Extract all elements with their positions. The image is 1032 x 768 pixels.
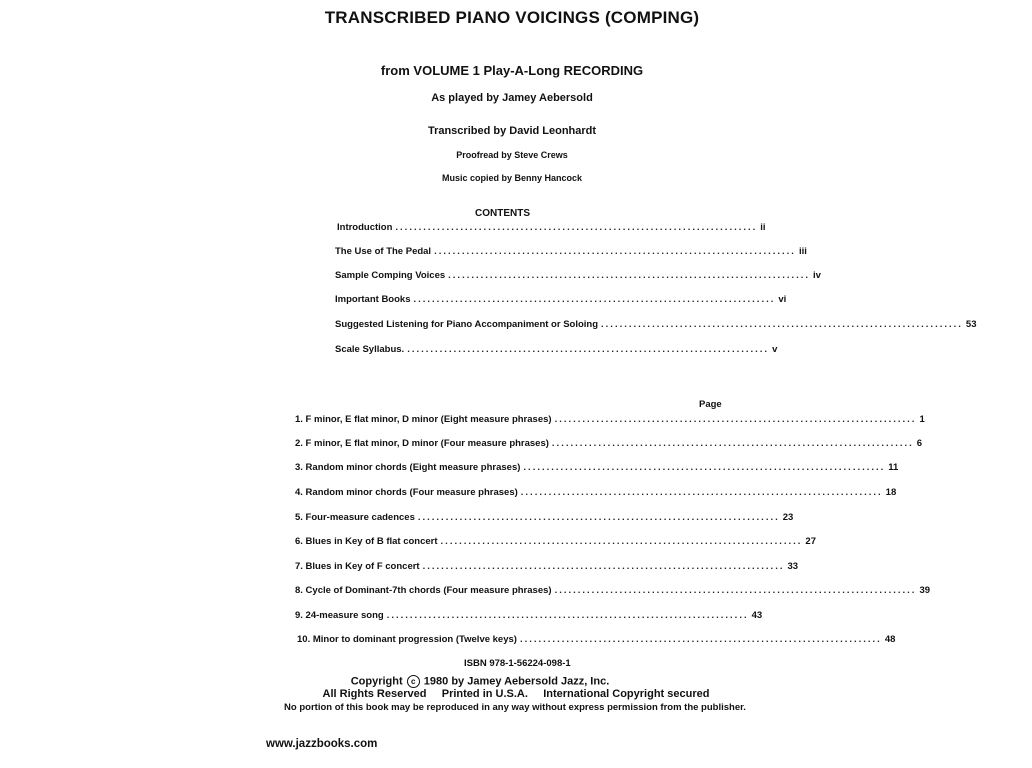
contents-item-label: Sample Comping Voices (335, 270, 446, 281)
track-item-page: 1 (919, 414, 925, 425)
track-item (295, 533, 816, 547)
contents-item-label: Important Books (335, 294, 411, 305)
track-item-label: 3. Random minor chords (Eight measure phrases) (295, 462, 521, 473)
contents-item-label: The Use of The Pedal (335, 246, 432, 257)
contents-item (335, 291, 787, 305)
track-item (297, 631, 896, 645)
contents-item-label: Scale Syllabus. (335, 344, 405, 355)
contents-heading: CONTENTS (475, 208, 530, 219)
contents-item (335, 243, 807, 257)
played-by: As played by Jamey Aebersold (431, 92, 593, 104)
contents-item-page: iv (813, 270, 821, 281)
track-item (295, 558, 799, 572)
dot-leader: .............................................................................. (519, 634, 882, 645)
track-item-label: 6. Blues in Key of B flat concert (295, 536, 438, 547)
track-item-label: 1. F minor, E flat minor, D minor (Eight measure phrases) (295, 414, 552, 425)
track-item-page: 39 (919, 585, 931, 596)
proofread-by: Proofread by Steve Crews (456, 150, 568, 160)
dot-leader: .............................................................................. (417, 512, 780, 523)
subtitle: from VOLUME 1 Play-A-Long RECORDING (380, 63, 644, 78)
track-item-label: 2. F minor, E flat minor, D minor (Four measure phrases) (295, 438, 549, 449)
transcribed-by: Transcribed by David Leonhardt (427, 125, 597, 137)
copied-by: Music copied by Benny Hancock (441, 173, 583, 183)
contents-item (337, 219, 766, 233)
copyright-line (0, 675, 960, 688)
track-item-label: 4. Random minor chords (Four measure phrases) (295, 487, 518, 498)
copyright-icon: c (407, 675, 420, 688)
contents-item (335, 267, 821, 281)
contents-item-page: 53 (965, 319, 977, 330)
dot-leader: .............................................................................. (434, 246, 796, 257)
track-item-label: 8. Cycle of Dominant-7th chords (Four measure phrases) (295, 585, 552, 596)
contents-item-page: vi (778, 294, 787, 305)
website-url: www.jazzbooks.com (266, 738, 378, 750)
dot-leader: .............................................................................. (448, 270, 811, 281)
track-item-page: 33 (787, 561, 799, 572)
dot-leader: .............................................................................. (554, 414, 917, 425)
reproduction-notice: No portion of this book may be reproduced in any way without express permission from the publisher. (284, 702, 746, 713)
track-item-page: 6 (916, 438, 923, 449)
dot-leader: .............................................................................. (554, 585, 917, 596)
contents-item-label: Introduction (337, 222, 393, 233)
dot-leader: .............................................................................. (407, 344, 770, 355)
copyright-prefix: Copyright (350, 675, 403, 688)
track-item (295, 435, 923, 449)
dot-leader: .............................................................................. (440, 536, 803, 547)
track-item-label: 10. Minor to dominant progression (Twelve keys) (297, 634, 517, 645)
dot-leader: .............................................................................. (395, 222, 758, 233)
rights-line (0, 688, 1032, 700)
dot-leader: .............................................................................. (422, 561, 785, 572)
dot-leader: .............................................................................. (413, 294, 776, 305)
track-item-label: 7. Blues in Key of F concert (295, 561, 420, 572)
track-item (295, 509, 794, 523)
track-item-page: 18 (885, 487, 897, 498)
track-item (295, 459, 899, 473)
contents-item-page: iii (798, 246, 807, 257)
dot-leader: .............................................................................. (523, 462, 886, 473)
isbn: ISBN 978-1-56224-098-1 (464, 658, 571, 669)
contents-item (335, 341, 778, 355)
dot-leader: .............................................................................. (551, 438, 914, 449)
track-item (295, 607, 763, 621)
track-item-page: 43 (751, 610, 763, 621)
track-item-page: 11 (888, 462, 899, 473)
page-title: TRANSCRIBED PIANO VOICINGS (COMPING) (324, 8, 700, 27)
track-item-page: 23 (782, 512, 794, 523)
copyright-suffix: 1980 by Jamey Aebersold Jazz, Inc. (423, 675, 610, 688)
track-item-label: 5. Four-measure cadences (295, 512, 415, 523)
dot-leader: .............................................................................. (601, 319, 963, 330)
track-item-page: 48 (884, 634, 896, 645)
rights-text: All Rights Reserved Printed in U.S.A. International Copyright secured (322, 688, 710, 700)
contents-item-label: Suggested Listening for Piano Accompaniment or Soloing (335, 319, 599, 330)
page-column-heading: Page (699, 399, 722, 410)
dot-leader: .............................................................................. (520, 487, 883, 498)
track-item (295, 582, 931, 596)
track-item (295, 411, 925, 425)
contents-item-page: v (772, 344, 778, 355)
track-item-page: 27 (805, 536, 816, 547)
track-item-label: 9. 24-measure song (295, 610, 384, 621)
track-item (295, 484, 897, 498)
contents-item-page: ii (760, 222, 766, 233)
contents-item (335, 316, 977, 330)
dot-leader: .............................................................................. (386, 610, 749, 621)
